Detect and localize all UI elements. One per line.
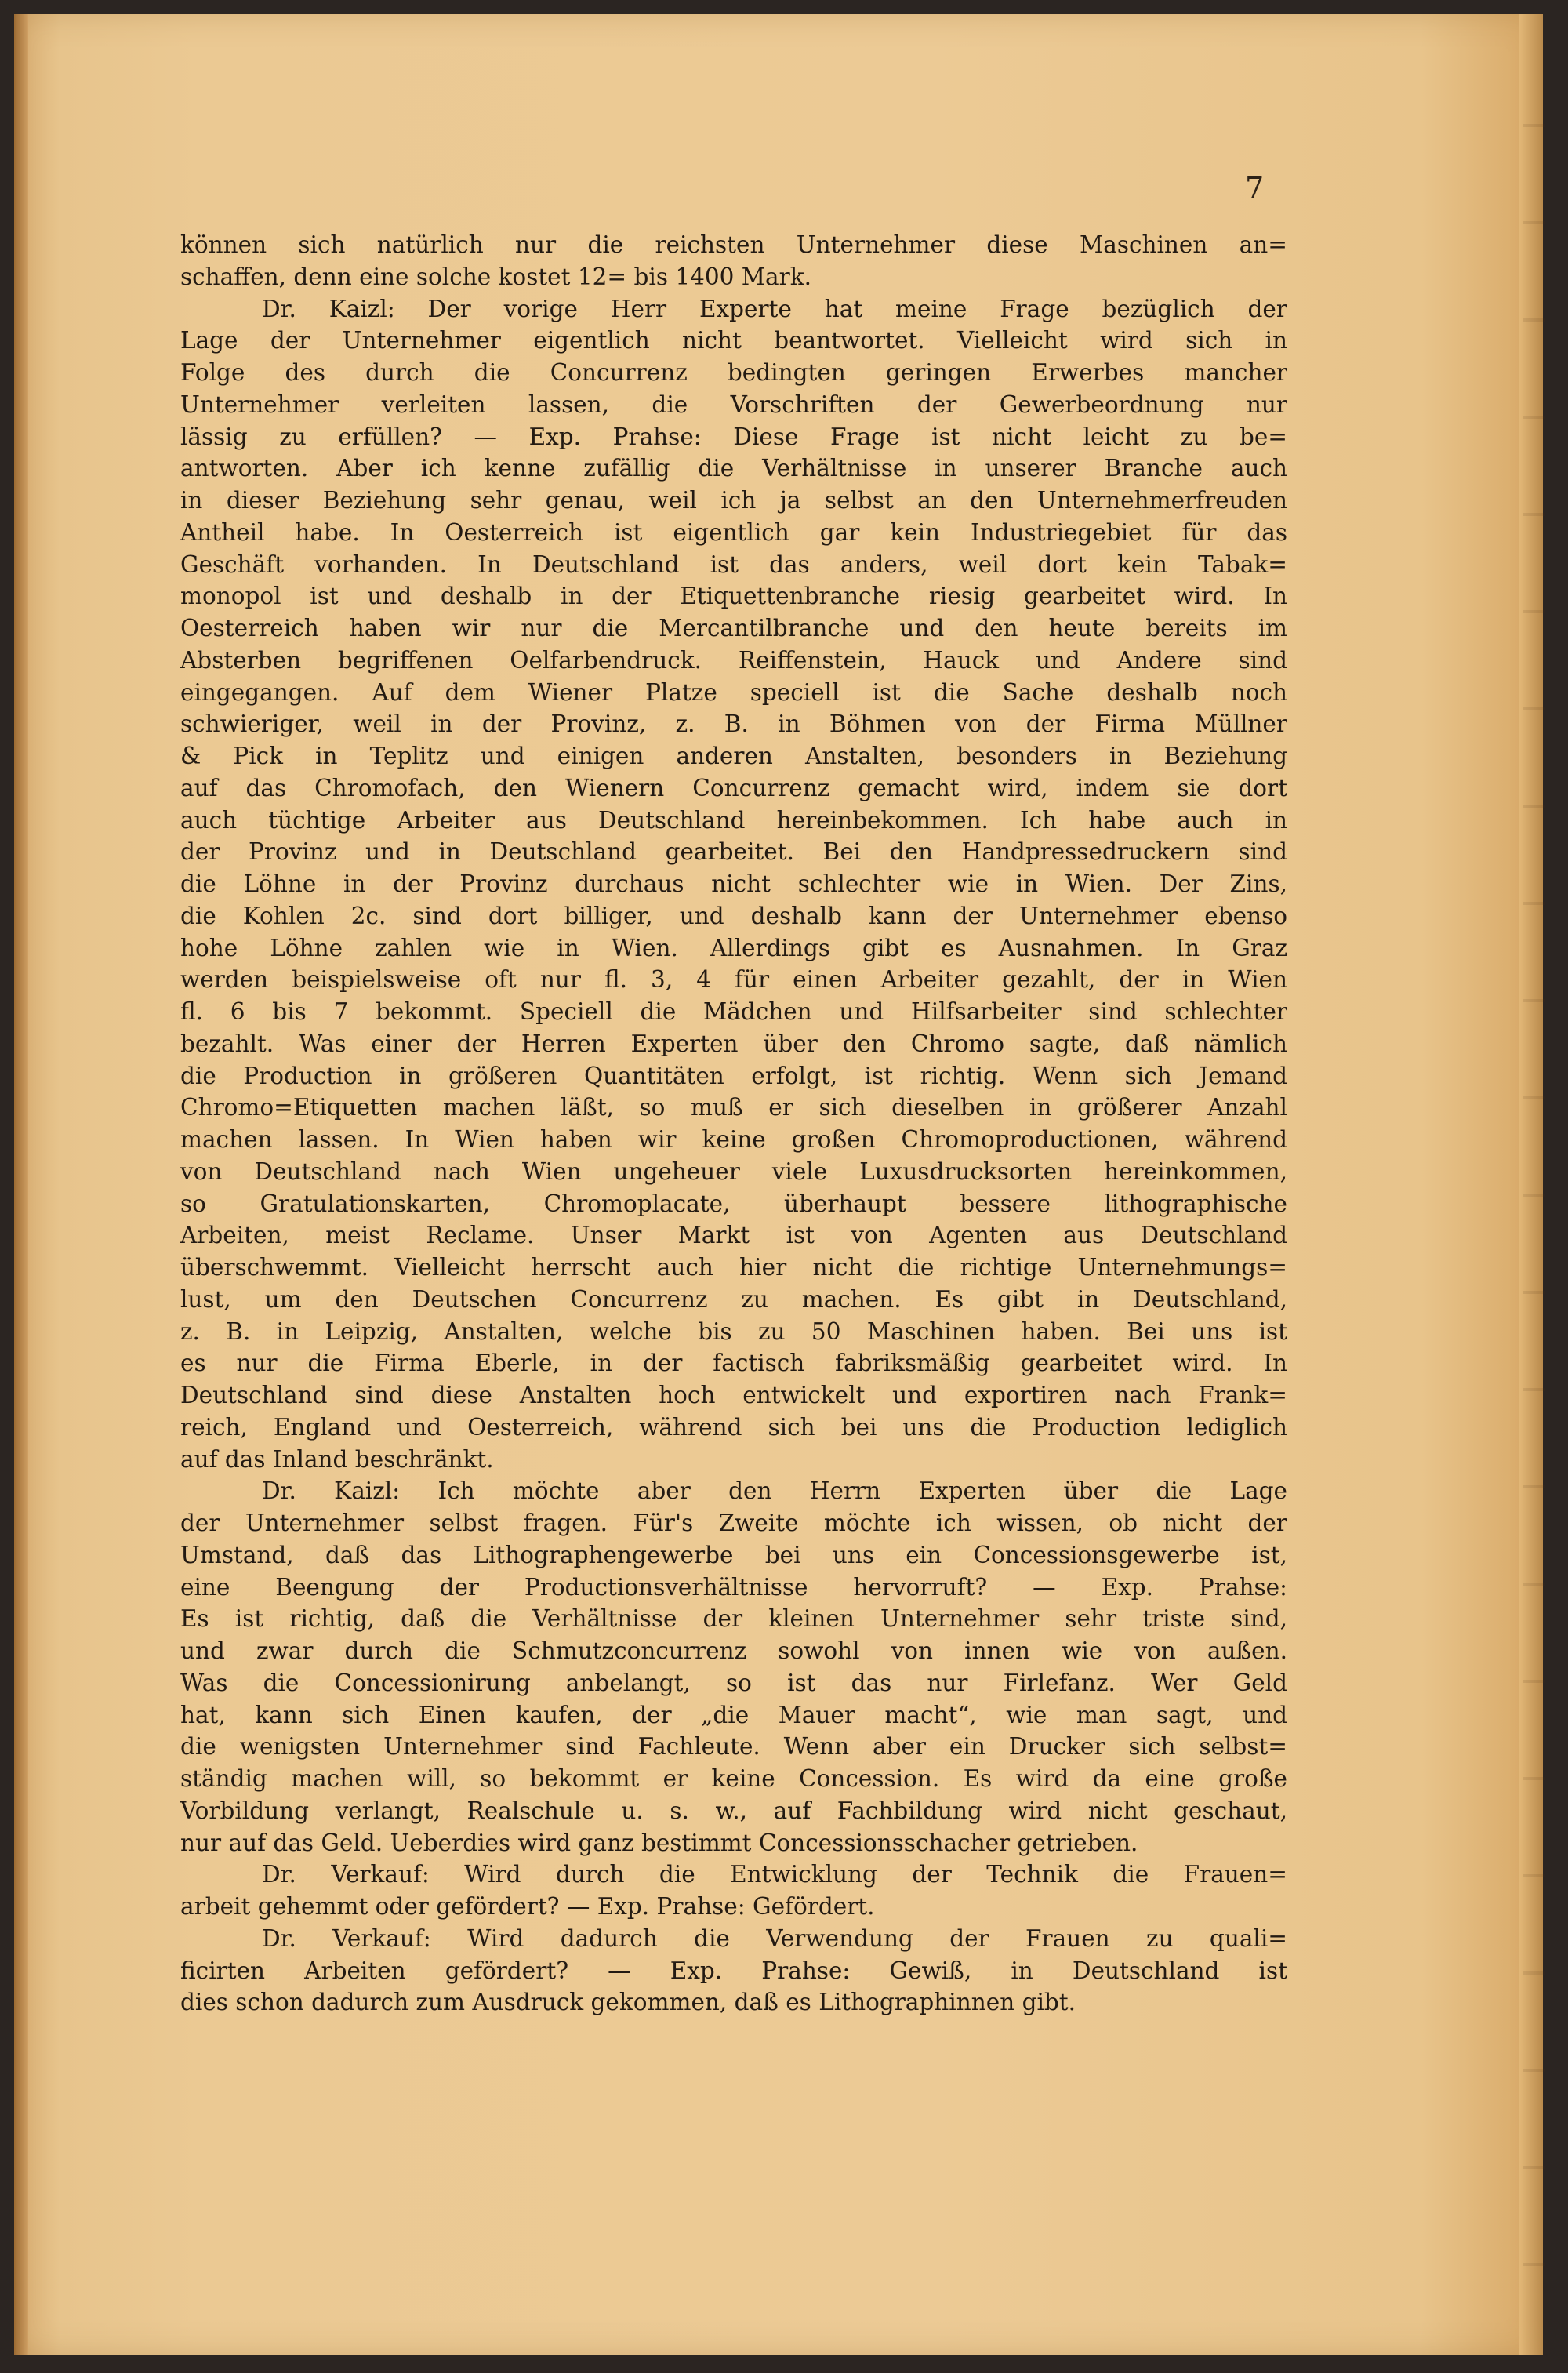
text-line: auch tüchtige Arbeiter aus Deutschland hereinbekommen. Ich habe auch in [180, 806, 1287, 834]
text-line: die Production in größeren Quantitäten erfolgt, ist richtig. Wenn sich Jemand [180, 1062, 1287, 1089]
text-line: und zwar durch die Schmutzconcurrenz sowohl von innen wie von außen. [180, 1637, 1287, 1664]
text-line: antworten. Aber ich kenne zufällig die Verhältnisse in unserer Branche auch [180, 455, 1287, 482]
text-line: es nur die Firma Eberle, in der factisch fabriksmäßig gearbeitet wird. In [180, 1350, 1287, 1377]
text-line: Folge des durch die Concurrenz bedingten geringen Erwerbes mancher [180, 359, 1287, 386]
text-line: hat, kann sich Einen kaufen, der „die Mauer macht“, wie man sagt, und [180, 1701, 1287, 1728]
text-line: Dr. Verkauf: Wird durch die Entwicklung der Technik die Frauen= [262, 1861, 1287, 1888]
text-line: Dr. Verkauf: Wird dadurch die Verwendung der Frauen zu quali= [262, 1924, 1287, 1952]
page-edge-wear [1523, 30, 1545, 2351]
text-line: werden beispielsweise oft nur fl. 3, 4 für einen Arbeiter gezahlt, der in Wien [180, 966, 1287, 994]
text-line: der Provinz und in Deutschland gearbeitet. Bei den Handpressedruckern sind [180, 838, 1287, 866]
text-line: hohe Löhne zahlen wie in Wien. Allerdings gibt es Ausnahmen. In Graz [180, 934, 1287, 961]
text-line: Absterben begriffenen Oelfarbendruck. Reiffenstein, Hauck und Andere sind [180, 646, 1287, 674]
text-line: der Unternehmer selbst fragen. Für's Zweite möchte ich wissen, ob nicht der [180, 1510, 1287, 1536]
text-line: Lage der Unternehmer eigentlich nicht beantwortet. Vielleicht wird sich in [180, 327, 1287, 354]
text-line: können sich natürlich nur die reichsten Unternehmer diese Maschinen an= [180, 231, 1287, 258]
text-line: Dr. Kaizl: Der vorige Herr Experte hat meine Frage bezüglich der [262, 295, 1287, 322]
text-line: z. B. in Leipzig, Anstalten, welche bis zu 50 Maschinen haben. Bei uns ist [180, 1317, 1287, 1345]
text-line: auf das Inland beschränkt. [180, 1445, 494, 1473]
text-line: schwieriger, weil in der Provinz, z. B. in Böhmen von der Firma Müllner [180, 710, 1287, 738]
text-line: Umstand, daß das Lithographengewerbe bei uns ein Concessionsgewerbe ist, [180, 1541, 1287, 1568]
text-line: & Pick in Teplitz und einigen anderen Anstalten, besonders in Beziehung [180, 743, 1287, 769]
text-line: ficirten Arbeiten gefördert? — Exp. Prahse: Gewiß, in Deutschland ist [180, 1957, 1287, 1984]
text-line: eingegangen. Auf dem Wiener Platze speciell ist die Sache deshalb noch [180, 678, 1287, 706]
text-line: schaffen, denn eine solche kostet 12= bis 1400 Mark. [180, 263, 811, 290]
text-line: Vorbildung verlangt, Realschule u. s. w., auf Fachbildung wird nicht geschaut, [180, 1797, 1287, 1824]
text-line: so Gratulationskarten, Chromoplacate, überhaupt bessere lithographische [180, 1190, 1287, 1217]
body-text [180, 229, 1287, 2019]
text-line: machen lassen. In Wien haben wir keine großen Chromoproductionen, während [180, 1126, 1287, 1153]
text-line: bezahlt. Was einer der Herren Experten über den Chromo sagte, daß nämlich [180, 1030, 1287, 1057]
text-line: lässig zu erfüllen? — Exp. Prahse: Diese Frage ist nicht leicht zu be= [180, 423, 1287, 450]
text-line: fl. 6 bis 7 bekommt. Speciell die Mädchen und Hilfsarbeiter sind schlechter [180, 998, 1287, 1025]
text-line: arbeit gehemmt oder gefördert? — Exp. Prahse: Gefördert. [180, 1893, 875, 1920]
text-line: lust, um den Deutschen Concurrenz zu machen. Es gibt in Deutschland, [180, 1285, 1287, 1313]
text-line: die Löhne in der Provinz durchaus nicht schlechter wie in Wien. Der Zins, [180, 870, 1287, 897]
text-line: die Kohlen 2c. sind dort billiger, und deshalb kann der Unternehmer ebenso [180, 902, 1287, 929]
text-line: dies schon dadurch zum Ausdruck gekommen, daß es Lithographinnen gibt. [180, 1989, 1076, 2016]
text-line: Es ist richtig, daß die Verhältnisse der kleinen Unternehmer sehr triste sind, [180, 1605, 1287, 1633]
text-line: Was die Concessionirung anbelangt, so ist das nur Firlefanz. Wer Geld [180, 1669, 1287, 1696]
text-line: eine Beengung der Productionsverhältnisse hervorruft? — Exp. Prahse: [180, 1573, 1287, 1601]
text-line: von Deutschland nach Wien ungeheuer viele Luxusdrucksorten hereinkommen, [180, 1157, 1287, 1185]
text-line: Oesterreich haben wir nur die Mercantilbranche und den heute bereits im [180, 615, 1287, 641]
text-line: monopol ist und deshalb in der Etiquettenbranche riesig gearbeitet wird. In [180, 583, 1287, 610]
text-line: Dr. Kaizl: Ich möchte aber den Herrn Experten über die Lage [262, 1477, 1287, 1505]
text-line: Chromo=Etiquetten machen läßt, so muß er sich dieselben in größerer Anzahl [180, 1094, 1287, 1121]
text-line: Deutschland sind diese Anstalten hoch entwickelt und exportiren nach Frank= [180, 1382, 1287, 1408]
text-line: reich, England und Oesterreich, während sich bei uns die Production lediglich [180, 1413, 1287, 1441]
text-line: überschwemmt. Vielleicht herrscht auch hier nicht die richtige Unternehmungs= [180, 1254, 1287, 1281]
page-binding-edge [14, 14, 28, 2355]
text-line: die wenigsten Unternehmer sind Fachleute. Wenn aber ein Drucker sich selbst= [180, 1733, 1287, 1761]
text-line: Unternehmer verleiten lassen, die Vorschriften der Gewerbeordnung nur [180, 391, 1287, 418]
text-line: nur auf das Geld. Ueberdies wird ganz bestimmt Concessionsschacher getrieben. [180, 1829, 1138, 1856]
text-line: Arbeiten, meist Reclame. Unser Markt ist von Agenten aus Deutschland [180, 1222, 1287, 1249]
text-line: Antheil habe. In Oesterreich ist eigentlich gar kein Industriegebiet für das [180, 518, 1287, 546]
page-number: 7 [1245, 171, 1266, 205]
text-line: auf das Chromofach, den Wienern Concurrenz gemacht wird, indem sie dort [180, 774, 1287, 801]
text-line: ständig machen will, so bekommt er keine Concession. Es wird da eine große [180, 1765, 1287, 1792]
text-line: in dieser Beziehung sehr genau, weil ich ja selbst an den Unternehmerfreuden [180, 487, 1287, 514]
text-line: Geschäft vorhanden. In Deutschland ist das anders, weil dort kein Tabak= [180, 551, 1287, 578]
